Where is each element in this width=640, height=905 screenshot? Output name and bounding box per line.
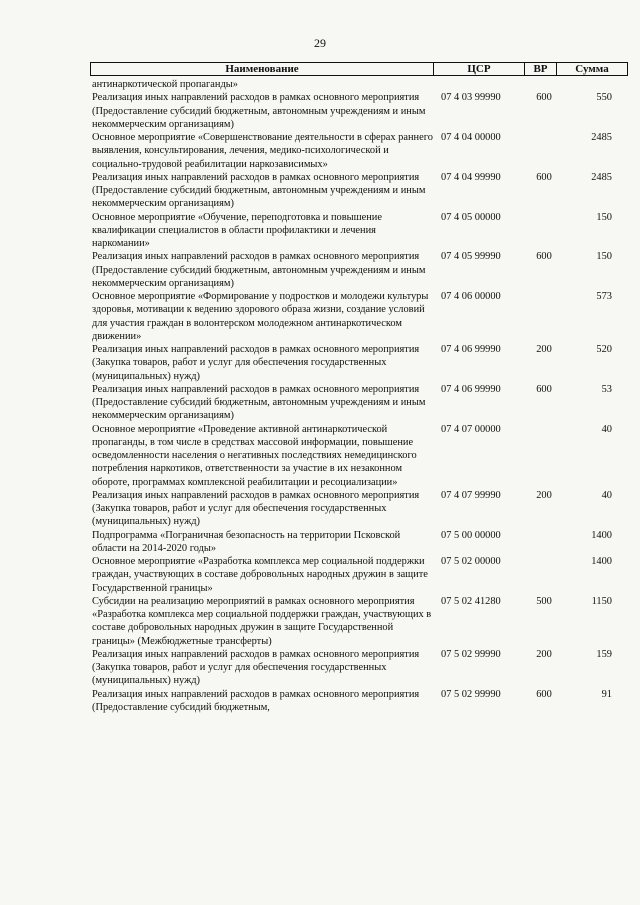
csr-cell: 07 4 07 00000 [441, 423, 501, 435]
vr-cell: 600 [536, 171, 552, 183]
sum-cell: 550 [596, 92, 612, 104]
name-cell: антинаркотической пропаганды» [92, 79, 238, 90]
csr-cell: 07 4 04 00000 [441, 132, 501, 143]
table-row [92, 250, 612, 290]
csr-cell: 07 4 07 99990 [441, 489, 501, 501]
header-sum: Сумма [575, 62, 609, 75]
header-csr: ЦСР [434, 63, 525, 75]
sum-cell: 40 [601, 423, 612, 435]
name-cell: Подпрограмма «Пограничная безопасность на территории Псковской области на 2014-2020 годы» [92, 529, 401, 554]
page-number: 29 [314, 36, 326, 50]
name-cell: Реализация иных направлений расходов в рамках основного мероприятия (Закупка товаров, работ и услуг для обеспечения государственных (муниципальных) нужд) [92, 344, 420, 382]
table-row [92, 595, 612, 648]
vr-cell: 600 [536, 92, 552, 104]
name-cell: Реализация иных направлений расходов в рамках основного мероприятия (Предоставление субсидий бюджетным, [92, 688, 420, 713]
name-cell: Реализация иных направлений расходов в рамках основного мероприятия (Предоставление субсидий бюджетным, автономным учреждениям и иным некоммерческим организациям) [92, 383, 426, 422]
vr-cell: 600 [536, 383, 552, 395]
name-cell: Реализация иных направлений расходов в рамках основного мероприятия (Закупка товаров, работ и услуг для обеспечения государственных (муниципальных) нужд) [92, 489, 420, 528]
table-row [92, 91, 612, 131]
vr-cell: 200 [536, 344, 552, 355]
table-row [92, 529, 612, 556]
sum-cell: 159 [596, 648, 612, 660]
sum-cell: 1400 [591, 556, 612, 567]
table-row [92, 290, 612, 343]
header-vr: ВР [525, 63, 557, 75]
table-row [92, 555, 612, 595]
table-body [92, 78, 612, 714]
name-cell: Реализация иных направлений расходов в рамках основного мероприятия (Предоставление субсидий бюджетным, автономным учреждениям и иным некоммерческим организациям) [92, 92, 426, 130]
vr-cell: 200 [536, 489, 552, 501]
name-cell: Реализация иных направлений расходов в рамках основного мероприятия (Предоставление субсидий бюджетным, автономным учреждениям и иным некоммерческим организациям) [92, 251, 426, 289]
table-row [92, 383, 612, 423]
table-row [92, 423, 612, 489]
csr-cell: 07 4 04 99990 [441, 171, 501, 183]
csr-cell: 07 5 02 00000 [441, 556, 501, 567]
vr-cell: 500 [536, 595, 552, 607]
sum-cell: 53 [601, 383, 612, 395]
csr-cell: 07 4 06 99990 [441, 383, 501, 395]
sum-cell: 2485 [591, 132, 612, 143]
sum-cell: 2485 [591, 171, 612, 183]
table-row [92, 131, 612, 171]
sum-cell: 91 [601, 688, 612, 700]
name-cell: Основное мероприятие «Совершенствование деятельности в сферах раннего выявления, консультирования, лечения, медико-психологической и социально-трудовой реабилитации наркозависимых» [92, 132, 433, 170]
table-row [92, 343, 612, 383]
vr-cell: 200 [536, 648, 552, 660]
table-row [92, 688, 612, 715]
sum-cell: 40 [601, 489, 612, 501]
csr-cell: 07 5 02 99990 [441, 648, 501, 660]
sum-cell: 573 [596, 291, 612, 302]
csr-cell: 07 5 00 00000 [441, 529, 501, 541]
name-cell: Основное мероприятие «Разработка комплекса мер социальной поддержки граждан, участвующих в составе добровольных народных дружин в защите Государственной границы» [92, 556, 428, 594]
table-row [92, 489, 612, 529]
sum-cell: 150 [596, 211, 612, 223]
vr-cell: 600 [536, 251, 552, 263]
sum-cell: 1400 [591, 529, 612, 541]
table-row [92, 648, 612, 688]
csr-cell: 07 4 05 99990 [441, 251, 501, 263]
name-cell: Реализация иных направлений расходов в рамках основного мероприятия (Закупка товаров, работ и услуг для обеспечения государственных (муниципальных) нужд) [92, 648, 420, 687]
name-cell: Субсидии на реализацию мероприятий в рамках основного мероприятия «Разработка комплекса мер социальной поддержки граждан, участвующих в составе добровольных народных дружин в защите Государственной границы» (Межбюджетные трансферты) [92, 595, 432, 647]
name-cell: Основное мероприятие «Обучение, переподготовка и повышение квалификации специалистов в области профилактики и лечения наркомании» [92, 211, 382, 249]
table-header [90, 62, 628, 76]
header-name: Наименование [91, 63, 434, 75]
sum-cell: 520 [596, 344, 612, 355]
csr-cell: 07 4 06 99990 [441, 344, 501, 355]
table-row [92, 78, 612, 91]
table-row [92, 171, 612, 211]
vr-cell: 600 [536, 688, 552, 700]
sum-cell: 1150 [591, 595, 612, 607]
name-cell: Основное мероприятие «Проведение активной антинаркотической пропаганды, в том числе в средствах массовой информации, повышение осведомленности населения о негативных последствиях немедицинского потребления наркотиков, ответственности за участие в их незаконном обороте, программах комплексной реабилитации и ресоциализации» [92, 423, 417, 488]
sum-cell: 150 [596, 251, 612, 263]
csr-cell: 07 5 02 41280 [441, 595, 501, 607]
csr-cell: 07 4 05 00000 [441, 211, 501, 223]
table-row [92, 211, 612, 251]
csr-cell: 07 5 02 99990 [441, 688, 501, 700]
name-cell: Реализация иных направлений расходов в рамках основного мероприятия (Предоставление субсидий бюджетным, автономным учреждениям и иным некоммерческим организациям) [92, 171, 426, 210]
name-cell: Основное мероприятие «Формирование у подростков и молодежи культуры здоровья, мотивации к ведению здорового образа жизни, создание условий для участия граждан в волонтерском молодежном антинаркотическом движении» [92, 291, 429, 342]
csr-cell: 07 4 06 00000 [441, 291, 501, 302]
csr-cell: 07 4 03 99990 [441, 92, 501, 104]
